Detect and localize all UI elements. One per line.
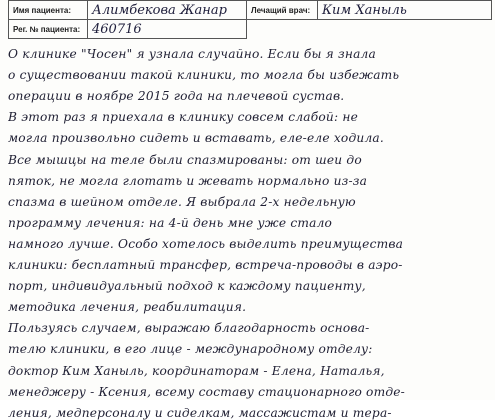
patient-info-form bbox=[8, 0, 492, 39]
letter-line: пяток, не могла глотать и жевать нормально из-за bbox=[8, 173, 368, 188]
letter-line: Пользуясь случаем, выражаю благодарность основа- bbox=[8, 321, 370, 336]
form-row-reg bbox=[9, 20, 492, 39]
patient-name-value: Алимбекова Жанар bbox=[88, 1, 247, 20]
letter-line: программу лечения: на 4-й день мне уже стало bbox=[8, 215, 333, 230]
letter-line: клиники: бесплатный трансфер, встреча-проводы в аэро- bbox=[8, 258, 403, 272]
letter-line: телю клиники, в его лице - международному отделу: bbox=[8, 342, 373, 357]
letter-line: операции в ноябре 2015 года на плечевой сустав. bbox=[8, 89, 345, 104]
doctor-label: Лечащий врач: bbox=[247, 1, 318, 20]
letter-line: порт, индивидуальный подход к каждому пациенту, bbox=[8, 279, 366, 294]
letter-line: методика лечения, реабилитация. bbox=[8, 300, 247, 315]
letter-line: менеджеру - Ксения, всему составу стационарного отде- bbox=[8, 384, 405, 399]
letter-line: Все мышцы на теле были спазмированы: от шеи до bbox=[8, 152, 362, 167]
letter-line: о существовании такой клиники, то могла бы избежать bbox=[8, 68, 400, 83]
form-row-patient bbox=[9, 1, 492, 20]
letter-line: намного лучше. Особо хотелось выделить преимущества bbox=[8, 236, 404, 251]
letter-line: В этот раз я приехала в клинику совсем слабой: не bbox=[8, 110, 358, 125]
doctor-name-value: Ким Ханыль bbox=[318, 1, 492, 20]
letter-line: доктор Ким Ханыль, координаторам - Елена, Наталья, bbox=[8, 363, 385, 378]
reg-number-label: Рег. № пациента: bbox=[9, 20, 88, 39]
letter-line: могла произвольно сидеть и вставать, еле-еле ходила. bbox=[8, 131, 384, 146]
reg-number-value: 460716 bbox=[88, 20, 247, 39]
form-empty-cell bbox=[247, 20, 492, 39]
letter-line: О клинике "Чосен" я узнала случайно. Если бы я знала bbox=[8, 47, 376, 61]
patient-name-label: Имя пациента: bbox=[9, 1, 88, 20]
letter-line: ления, медперсоналу и сиделкам, массажистам и тера- bbox=[8, 405, 392, 420]
letter-line: спазма в шейном отделе. Я выбрала 2-х недельную bbox=[8, 194, 356, 209]
